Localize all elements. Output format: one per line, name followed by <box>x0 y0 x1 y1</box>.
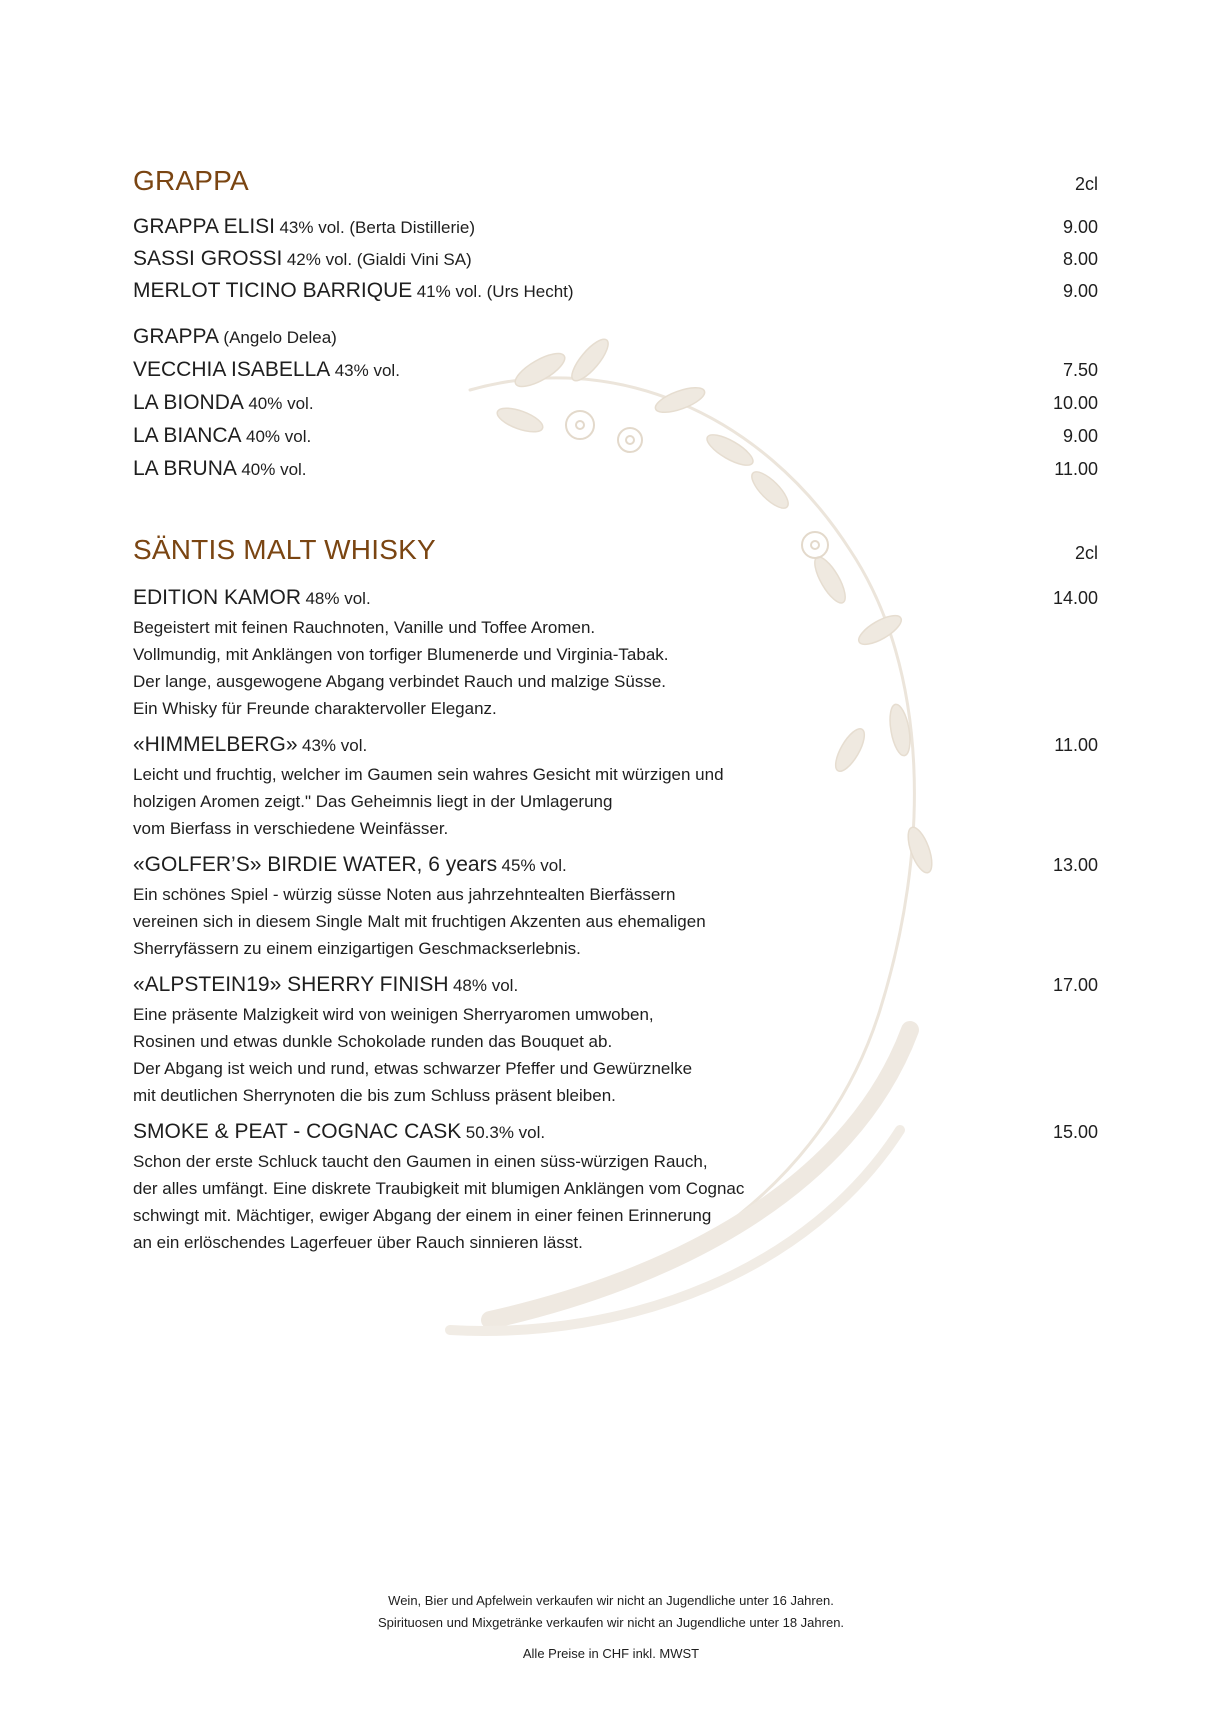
legal-footer <box>0 1590 1222 1665</box>
grappa-section <box>133 165 1098 490</box>
description-line: Vollmundig, mit Anklängen von torfiger Blumenerde und Virginia-Tabak. <box>133 645 669 664</box>
item-description <box>133 614 1098 722</box>
list-item <box>133 733 1098 842</box>
whisky-title: SÄNTIS MALT WHISKY <box>133 534 436 565</box>
item-meta: 48% vol. <box>305 589 371 608</box>
item-price: 17.00 <box>1052 975 1098 995</box>
description-line: vom Bierfass in verschiedene Weinfässer. <box>133 819 449 838</box>
item-price: 8.00 <box>1062 249 1098 269</box>
item-description <box>133 1001 1098 1109</box>
item-meta: 48% vol. <box>452 976 519 995</box>
description-line: schwingt mit. Mächtiger, ewiger Abgang der einem in einer feinen Erinnerung <box>133 1206 712 1225</box>
list-item <box>133 424 1098 457</box>
grappa-title: GRAPPA <box>133 165 249 196</box>
grappa-unit: 2cl <box>1074 174 1098 194</box>
item-description <box>133 881 1098 962</box>
grappa-delea-list <box>133 325 1098 490</box>
menu-content <box>133 165 1098 1256</box>
grappa-header <box>133 165 1098 197</box>
description-line: Ein Whisky für Freunde charaktervoller Eleganz. <box>133 699 497 718</box>
item-name: LA BRUNA <box>133 457 237 480</box>
list-item <box>133 586 1098 722</box>
item-meta: 40% vol. <box>246 427 312 446</box>
list-item <box>133 247 1098 279</box>
item-name: MERLOT TICINO BARRIQUE <box>133 279 413 302</box>
item-price: 9.00 <box>1062 217 1098 237</box>
item-meta: 43% vol. <box>302 736 368 755</box>
description-line: Leicht und fruchtig, welcher im Gaumen sein wahres Gesicht mit würzigen und <box>133 765 724 784</box>
item-name: LA BIONDA <box>133 391 244 414</box>
item-meta: 40% vol. <box>248 394 314 413</box>
description-line: vereinen sich in diesem Single Malt mit fruchtigen Akzenten aus ehemaligen <box>133 912 706 931</box>
description-line: mit deutlichen Sherrynoten die bis zum Schluss präsent bleiben. <box>133 1086 616 1105</box>
item-price: 10.00 <box>1052 393 1098 413</box>
list-item <box>133 457 1098 490</box>
footer-price-note: Alle Preise in CHF inkl. MWST <box>522 1646 700 1661</box>
description-line: Eine präsente Malzigkeit wird von weinigen Sherryaromen umwoben, <box>133 1005 654 1024</box>
description-line: an ein erlöschendes Lagerfeuer über Rauch sinnieren lässt. <box>133 1233 583 1252</box>
item-price: 11.00 <box>1054 735 1098 755</box>
group-name: GRAPPA <box>133 325 219 348</box>
list-item <box>133 853 1098 962</box>
description-line: holzigen Aromen zeigt." Das Geheimnis liegt in der Umlagerung <box>133 792 613 811</box>
group-meta: (Angelo Delea) <box>223 328 337 347</box>
footer-age-notice-spirits: Spirituosen und Mixgetränke verkaufen wir nicht an Jugendliche unter 18 Jahren. <box>377 1615 845 1630</box>
list-item <box>133 973 1098 1109</box>
item-meta: 45% vol. <box>501 856 567 875</box>
description-line: Der lange, ausgewogene Abgang verbindet Rauch und malzige Süsse. <box>133 672 667 691</box>
item-meta: 43% vol. (Berta Distillerie) <box>279 218 476 237</box>
list-item <box>133 391 1098 424</box>
list-item <box>133 279 1098 311</box>
whisky-list <box>133 586 1098 1256</box>
item-price: 14.00 <box>1052 588 1098 608</box>
description-line: Begeistert mit feinen Rauchnoten, Vanille und Toffee Aromen. <box>133 618 596 637</box>
footer-age-notice-wine: Wein, Bier und Apfelwein verkaufen wir nicht an Jugendliche unter 16 Jahren. <box>388 1593 834 1608</box>
description-line: der alles umfängt. Eine diskrete Traubigkeit mit blumigen Anklängen vom Cognac <box>133 1179 745 1198</box>
item-meta: 50.3% vol. <box>465 1123 546 1142</box>
item-name: SMOKE & PEAT - COGNAC CASK <box>133 1120 462 1143</box>
description-line: Der Abgang ist weich und rund, etwas schwarzer Pfeffer und Gewürznelke <box>133 1059 693 1078</box>
item-price: 9.00 <box>1062 281 1098 301</box>
description-line: Sherryfässern zu einem einzigartigen Geschmackserlebnis. <box>133 939 581 958</box>
list-item <box>133 1120 1098 1256</box>
item-meta: 43% vol. <box>334 361 400 380</box>
whisky-header <box>133 534 1098 566</box>
item-name: SASSI GROSSI <box>133 247 283 270</box>
item-description <box>133 761 1098 842</box>
item-meta: 42% vol. (Gialdi Vini SA) <box>286 250 472 269</box>
item-name: VECCHIA ISABELLA <box>133 358 331 381</box>
item-price: 7.50 <box>1062 360 1098 380</box>
item-price: 11.00 <box>1054 459 1098 479</box>
item-name: EDITION KAMOR <box>133 586 302 609</box>
item-description <box>133 1148 1098 1256</box>
item-name: «ALPSTEIN19» SHERRY FINISH <box>133 973 449 996</box>
list-item <box>133 215 1098 247</box>
item-price: 15.00 <box>1052 1122 1098 1142</box>
item-price: 9.00 <box>1062 426 1098 446</box>
whisky-section <box>133 534 1098 1256</box>
item-meta: 40% vol. <box>241 460 307 479</box>
description-line: Schon der erste Schluck taucht den Gaumen in einen süss-würzigen Rauch, <box>133 1152 708 1171</box>
item-name: «GOLFER’S» BIRDIE WATER, 6 years <box>133 853 498 876</box>
item-meta: 41% vol. (Urs Hecht) <box>416 282 574 301</box>
list-item <box>133 358 1098 391</box>
item-name: GRAPPA ELISI <box>133 215 276 238</box>
group-header <box>133 325 1098 358</box>
item-name: «HIMMELBERG» <box>133 733 298 756</box>
description-line: Ein schönes Spiel - würzig süsse Noten aus jahrzehntealten Bierfässern <box>133 885 676 904</box>
whisky-unit: 2cl <box>1074 543 1098 563</box>
item-name: LA BIANCA <box>133 424 242 447</box>
description-line: Rosinen und etwas dunkle Schokolade runden das Bouquet ab. <box>133 1032 613 1051</box>
grappa-list <box>133 215 1098 311</box>
item-price: 13.00 <box>1052 855 1098 875</box>
